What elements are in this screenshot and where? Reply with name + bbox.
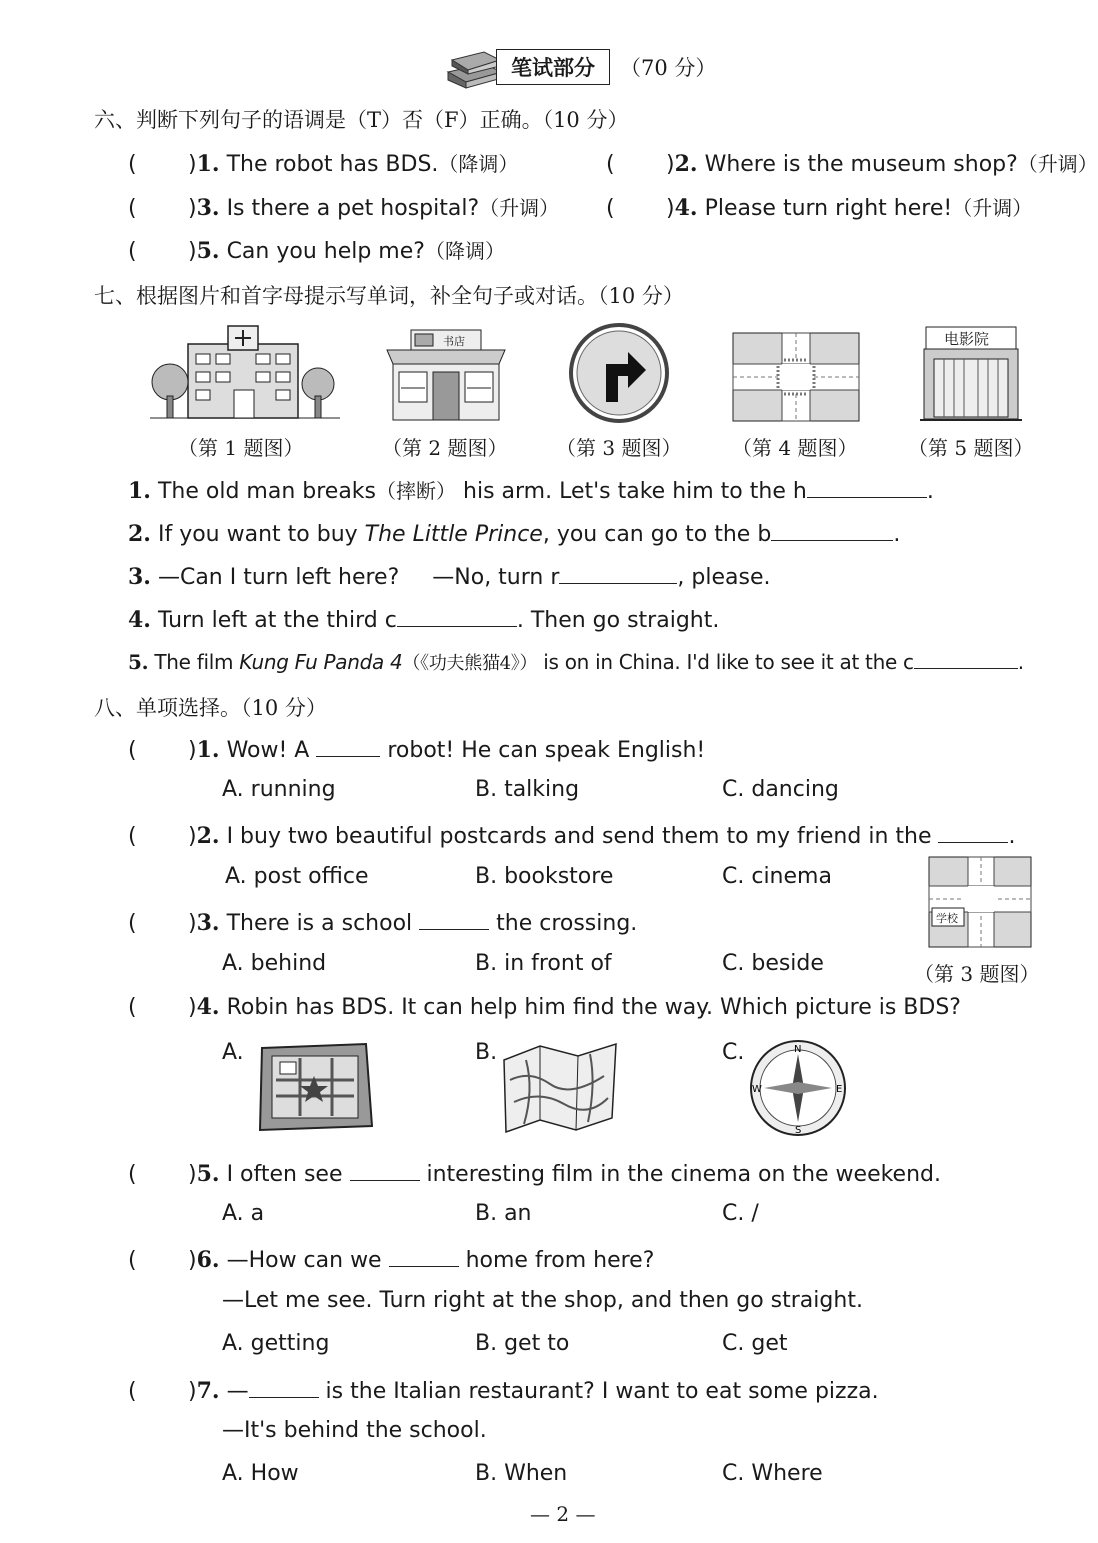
s8-q5-option-c[interactable]: C. / xyxy=(722,1201,759,1226)
school-crossing-picture xyxy=(928,856,1032,948)
answer-blank[interactable] xyxy=(397,604,517,627)
s8-q4: ( )4. Robin has BDS. It can help him find the way. Which picture is BDS? xyxy=(128,994,961,1020)
caption-4: （第 4 题图） xyxy=(732,436,858,460)
s8-q3-option-a[interactable]: A. behind xyxy=(222,951,327,976)
answer-blank[interactable] xyxy=(559,561,677,584)
s7-item-4: 4. Turn left at the third c . Then go straight. xyxy=(128,604,719,633)
s8-q2-option-a[interactable]: A. post office xyxy=(225,864,369,889)
answer-blank[interactable] xyxy=(807,475,927,498)
s8-q5-option-a[interactable]: A. a xyxy=(222,1201,265,1226)
s8-q2-option-b[interactable]: B. bookstore xyxy=(475,864,614,889)
s8-q1-option-b[interactable]: B. talking xyxy=(475,777,580,802)
caption-3: （第 3 题图） xyxy=(556,436,682,460)
s8-q4-option-a[interactable]: A. xyxy=(222,1040,244,1065)
s7-item-5: 5. The film Kung Fu Panda 4（《功夫熊猫4》） is on in China. I'd like to see it at the c . xyxy=(128,650,1024,674)
s6-item-3: ( )3. Is there a pet hospital?（升调） xyxy=(128,195,560,221)
school-label: 学校 xyxy=(936,912,958,925)
s8-q1: ( )1. Wow! A robot! He can speak English! xyxy=(128,734,705,763)
s8-q1-option-c[interactable]: C. dancing xyxy=(722,777,839,802)
s8-q7: ( )7. — is the Italian restaurant? I want to eat some pizza. xyxy=(128,1375,879,1404)
q3-picture-caption: （第 3 题图） xyxy=(914,962,1040,986)
s8-q6-option-c[interactable]: C. get xyxy=(722,1331,788,1356)
answer-blank[interactable] xyxy=(389,1244,459,1267)
section7-title: 七、根据图片和首字母提示写单词，补全句子或对话。（10 分） xyxy=(94,284,684,308)
s7-item-1: 1. The old man breaks（摔断） his arm. Let's take him to the h . xyxy=(128,475,934,504)
answer-blank[interactable] xyxy=(938,820,1008,843)
bookstore-picture xyxy=(383,328,508,422)
bookstore-sign: 书店 xyxy=(443,335,465,348)
answer-blank[interactable] xyxy=(771,518,893,541)
svg-text:S: S xyxy=(795,1125,802,1136)
svg-text:W: W xyxy=(752,1084,762,1095)
s8-q2-option-c[interactable]: C. cinema xyxy=(722,864,832,889)
s6-item-2: ( )2. Where is the museum shop?（升调） xyxy=(606,151,1098,177)
s6-item-5: ( )5. Can you help me?（降调） xyxy=(128,238,505,264)
cinema-picture xyxy=(920,325,1022,423)
s8-q6-option-b[interactable]: B. get to xyxy=(475,1331,570,1356)
s8-q7-option-b[interactable]: B. When xyxy=(475,1461,568,1486)
hospital-picture xyxy=(150,322,340,422)
s8-q4-option-c[interactable]: C. xyxy=(722,1040,745,1065)
crossing-picture xyxy=(732,332,860,422)
s6-item-4: ( )4. Please turn right here!（升调） xyxy=(606,195,1033,221)
answer-blank[interactable] xyxy=(419,907,489,930)
s8-q7-option-c[interactable]: C. Where xyxy=(722,1461,823,1486)
s7-item-2: 2. If you want to buy The Little Prince, you can go to the b . xyxy=(128,518,900,547)
answer-blank[interactable] xyxy=(316,734,380,757)
compass-picture[interactable] xyxy=(748,1038,848,1138)
s8-q7-line2: —It's behind the school. xyxy=(222,1418,487,1443)
answer-blank[interactable] xyxy=(249,1375,319,1398)
s8-q1-option-a[interactable]: A. running xyxy=(222,777,336,802)
svg-text:N: N xyxy=(794,1044,802,1055)
s8-q6: ( )6. —How can we home from here? xyxy=(128,1244,654,1273)
answer-blank[interactable] xyxy=(350,1158,420,1181)
navigation-device-picture[interactable] xyxy=(254,1040,376,1134)
s8-q6-option-a[interactable]: A. getting xyxy=(222,1331,330,1356)
s8-q3: ( )3. There is a school the crossing. xyxy=(128,907,637,936)
s8-q5: ( )5. I often see interesting film in the cinema on the weekend. xyxy=(128,1158,941,1187)
turn-right-sign-icon xyxy=(568,322,670,424)
s8-q6-line2: —Let me see. Turn right at the shop, and then go straight. xyxy=(222,1288,863,1313)
s8-q3-option-c[interactable]: C. beside xyxy=(722,951,824,976)
section-header-score: （70 分） xyxy=(620,56,717,80)
books-icon xyxy=(444,44,504,90)
caption-2: （第 2 题图） xyxy=(382,436,508,460)
cinema-sign: 电影院 xyxy=(944,330,990,348)
section6-title: 六、判断下列句子的语调是（T）否（F）正确。（10 分） xyxy=(94,108,629,132)
paper-map-picture[interactable] xyxy=(500,1040,620,1134)
caption-5: （第 5 题图） xyxy=(908,436,1034,460)
s8-q7-option-a[interactable]: A. How xyxy=(222,1461,299,1486)
answer-blank[interactable] xyxy=(914,648,1018,669)
s8-q5-option-b[interactable]: B. an xyxy=(475,1201,532,1226)
page-number: — 2 — xyxy=(530,1502,596,1526)
s8-q2: ( )2. I buy two beautiful postcards and send them to my friend in the . xyxy=(128,820,1015,849)
s7-item-3: 3. —Can I turn left here? —No, turn r , please. xyxy=(128,561,770,590)
s8-q3-option-b[interactable]: B. in front of xyxy=(475,951,612,976)
section-header-title: 笔试部分 xyxy=(496,49,610,85)
svg-text:E: E xyxy=(836,1084,843,1095)
caption-1: （第 1 题图） xyxy=(178,436,304,460)
s8-q4-option-b[interactable]: B. xyxy=(475,1040,498,1065)
section8-title: 八、单项选择。（10 分） xyxy=(94,696,327,720)
s6-item-1: ( )1. The robot has BDS.（降调） xyxy=(128,151,519,177)
